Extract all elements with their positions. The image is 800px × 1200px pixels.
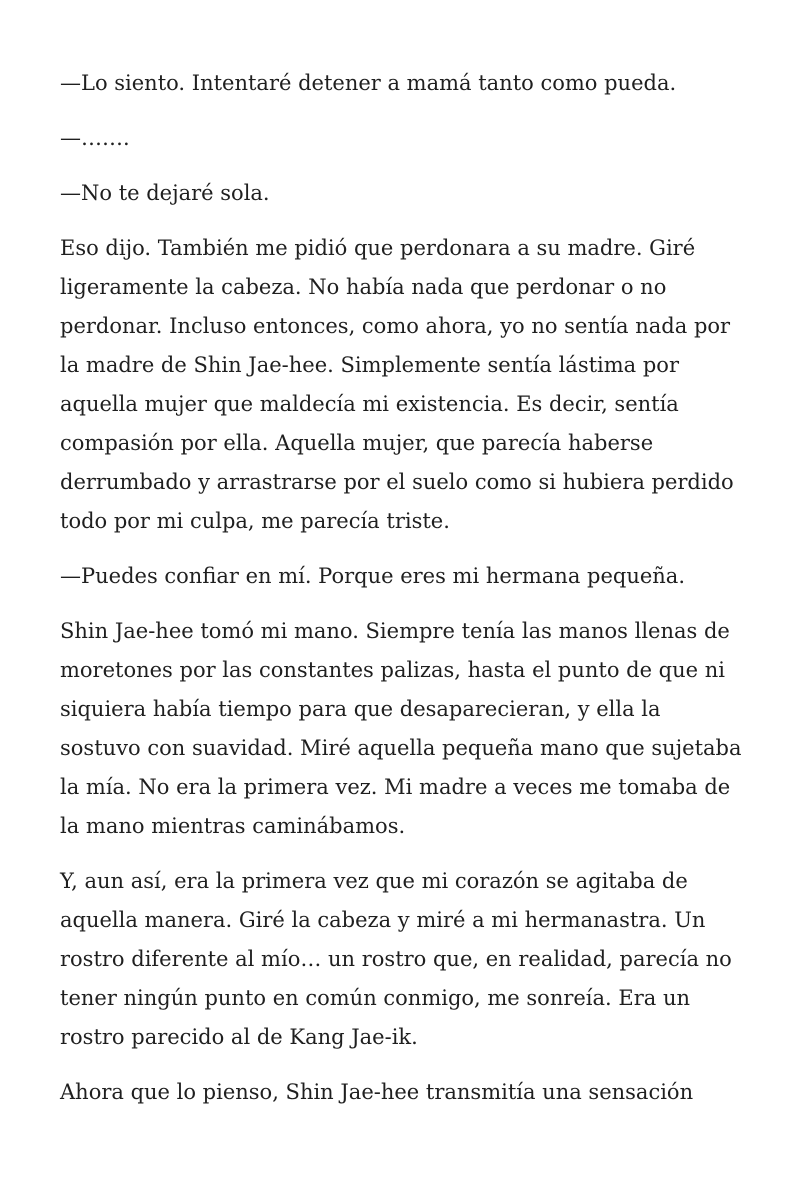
- document-body: [60, 64, 746, 1128]
- narrative-paragraph: Shin Jae-hee tomó mi mano. Siempre tenía las manos llenas de moretones por las constantes palizas, hasta el punto de que ni siquiera había tiempo para que desaparecieran, y ella la sostuvo con suavidad. Miré aquella pequeña mano que sujetaba la mía. No era la primera vez. Mi madre a veces me tomaba de la mano mientras caminábamos.: [60, 619, 742, 838]
- dialogue-line: —…….: [60, 126, 130, 150]
- dialogue-line: —Lo siento. Intentaré detener a mamá tanto como pueda.: [60, 71, 677, 95]
- narrative-paragraph: Y, aun así, era la primera vez que mi corazón se agitaba de aquella manera. Giré la cabeza y miré a mi hermanastra. Un rostro diferente al mío… un rostro que, en realidad, parecía no tener ningún punto en común conmigo, me sonreía. Era un rostro parecido al de Kang Jae-ik.: [60, 869, 732, 1049]
- dialogue-line: —No te dejaré sola.: [60, 181, 270, 205]
- narrative-paragraph: Eso dijo. También me pidió que perdonara a su madre. Giré ligeramente la cabeza. No había nada que perdonar o no perdonar. Incluso entonces, como ahora, yo no sentía nada por la madre de Shin Jae-hee. Simplemente sentía lástima por aquella mujer que maldecía mi existencia. Es decir, sentía compasión por ella. Aquella mujer, que parecía haberse derrumbado y arrastrarse por el suelo como si hubiera perdido todo por mi culpa, me parecía triste.: [60, 236, 734, 533]
- narrative-paragraph: Ahora que lo pienso, Shin Jae-hee transmitía una sensación: [60, 1080, 694, 1104]
- dialogue-line: —Puedes confiar en mí. Porque eres mi hermana pequeña.: [60, 564, 685, 588]
